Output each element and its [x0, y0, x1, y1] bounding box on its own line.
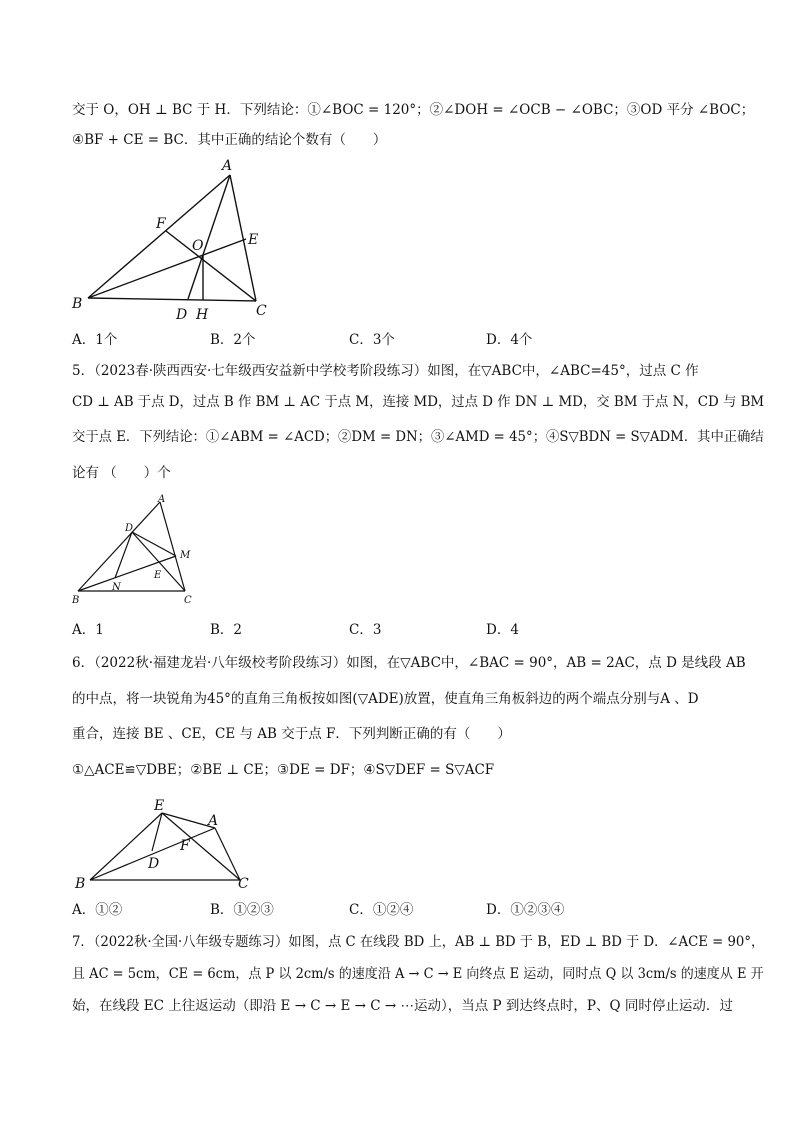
q5-options: [72, 620, 752, 640]
q6-option-c[interactable]: C．①②④: [349, 902, 414, 918]
q5-option-b[interactable]: B．2: [210, 622, 243, 638]
q6-label-C: C: [238, 876, 249, 892]
q6-option-d[interactable]: D．①②③④: [486, 902, 565, 918]
q4-label-C: C: [256, 303, 267, 319]
q5-label-C: C: [184, 595, 192, 606]
q4-text-line-2: ④BF + CE = BC．其中正确的结论个数有（ ）: [72, 132, 387, 148]
q5-label-D: D: [125, 523, 134, 534]
q6-label-A: A: [208, 813, 219, 829]
q7-text-line-2: 且 AC = 5cm，CE = 6cm，点 P 以 2cm/s 的速度沿 A → C → E 向终点 E 运动，同时点 Q 以 3cm/s 的速度从 E 开: [72, 966, 764, 982]
q6-text-line-3: 重合，连接 BE 、CE，CE 与 AB 交于点 F．下列判断正确的有（ ）: [72, 726, 511, 742]
q5-text-line-2: CD ⊥ AB 于点 D，过点 B 作 BM ⊥ AC 于点 M，连接 MD，过点 D 作 DN ⊥ MD，交 BM 于点 N，CD 与 BM: [72, 394, 765, 410]
q6-label-B: B: [75, 876, 86, 892]
q5-label-A: A: [158, 494, 166, 505]
q7-text-line-3: 始，在线段 EC 上往返运动（即沿 E → C → E → C → ⋯运动），当点 P 到达终点时，P、Q 同时停止运动．过: [72, 998, 733, 1014]
q4-label-D: D: [176, 307, 188, 323]
q4-label-F: F: [156, 216, 166, 232]
q5-label-E: E: [154, 570, 162, 581]
q4-text-line-1: 交于 O，OH ⊥ BC 于 H．下列结论：①∠BOC = 120°；②∠DOH = ∠OCB − ∠OBC；③OD 平分 ∠BOC；: [72, 102, 755, 118]
q5-option-a[interactable]: A．1: [72, 622, 104, 638]
q6-text-line-4: ①△ACE≌▽DBE；②BE ⊥ CE；③DE = DF；④S▽DEF = S▽ACF: [72, 762, 495, 778]
q4-label-A: A: [222, 158, 233, 174]
q4-options: [72, 330, 752, 350]
q6-label-F: F: [180, 838, 190, 854]
q5-label-N: N: [112, 582, 121, 593]
q6-option-a[interactable]: A．①②: [72, 902, 123, 918]
q4-label-E: E: [248, 232, 259, 248]
q5-option-c[interactable]: C．3: [349, 622, 382, 638]
q5-text-line-4: 论有 （ ）个: [72, 465, 171, 481]
q6-label-E: E: [154, 798, 165, 814]
q7-text-line-1: 7．（2022秋·全国·八年级专题练习）如图，点 C 在线段 BD 上，AB ⊥ BD 于 B，ED ⊥ BD 于 D．∠ACE = 90°，: [72, 934, 765, 950]
q4-label-H: H: [196, 307, 209, 323]
q5-label-M: M: [180, 550, 191, 561]
q5-figure: [70, 494, 200, 609]
q4-label-B: B: [72, 296, 83, 312]
q4-option-b[interactable]: B．2个: [210, 332, 256, 348]
q4-figure: [66, 155, 286, 325]
q6-options: [72, 900, 752, 920]
q6-text-line-1: 6．（2022秋·福建龙岩·八年级校考阶段练习）如图，在▽ABC中，∠BAC = 90°，AB = 2AC，点 D 是线段 AB: [72, 655, 746, 671]
q4-label-O: O: [192, 238, 204, 254]
q6-figure: [70, 795, 260, 895]
q5-option-d[interactable]: D．4: [486, 622, 519, 638]
q6-label-D: D: [148, 856, 160, 872]
q5-text-line-1: 5．（2023春·陕西西安·七年级西安益新中学校考阶段练习）如图，在▽ABC中，∠ABC=45°，过点 C 作: [72, 363, 699, 379]
q6-text-line-2: 的中点，将一块锐角为45°的直角三角板按如图(▽ADE)放置，使直角三角板斜边的两个端点分别与A 、D: [72, 691, 699, 707]
q6-option-b[interactable]: B．①②③: [210, 902, 274, 918]
q4-option-a[interactable]: A．1个: [72, 332, 118, 348]
q5-label-B: B: [72, 595, 80, 606]
q5-text-line-3: 交于点 E．下列结论：①∠ABM = ∠ACD；②DM = DN；③∠AMD = 45°；④S▽BDN = S▽ADM．其中正确结: [72, 429, 764, 445]
q4-option-c[interactable]: C．3个: [349, 332, 395, 348]
q4-option-d[interactable]: D．4个: [486, 332, 533, 348]
